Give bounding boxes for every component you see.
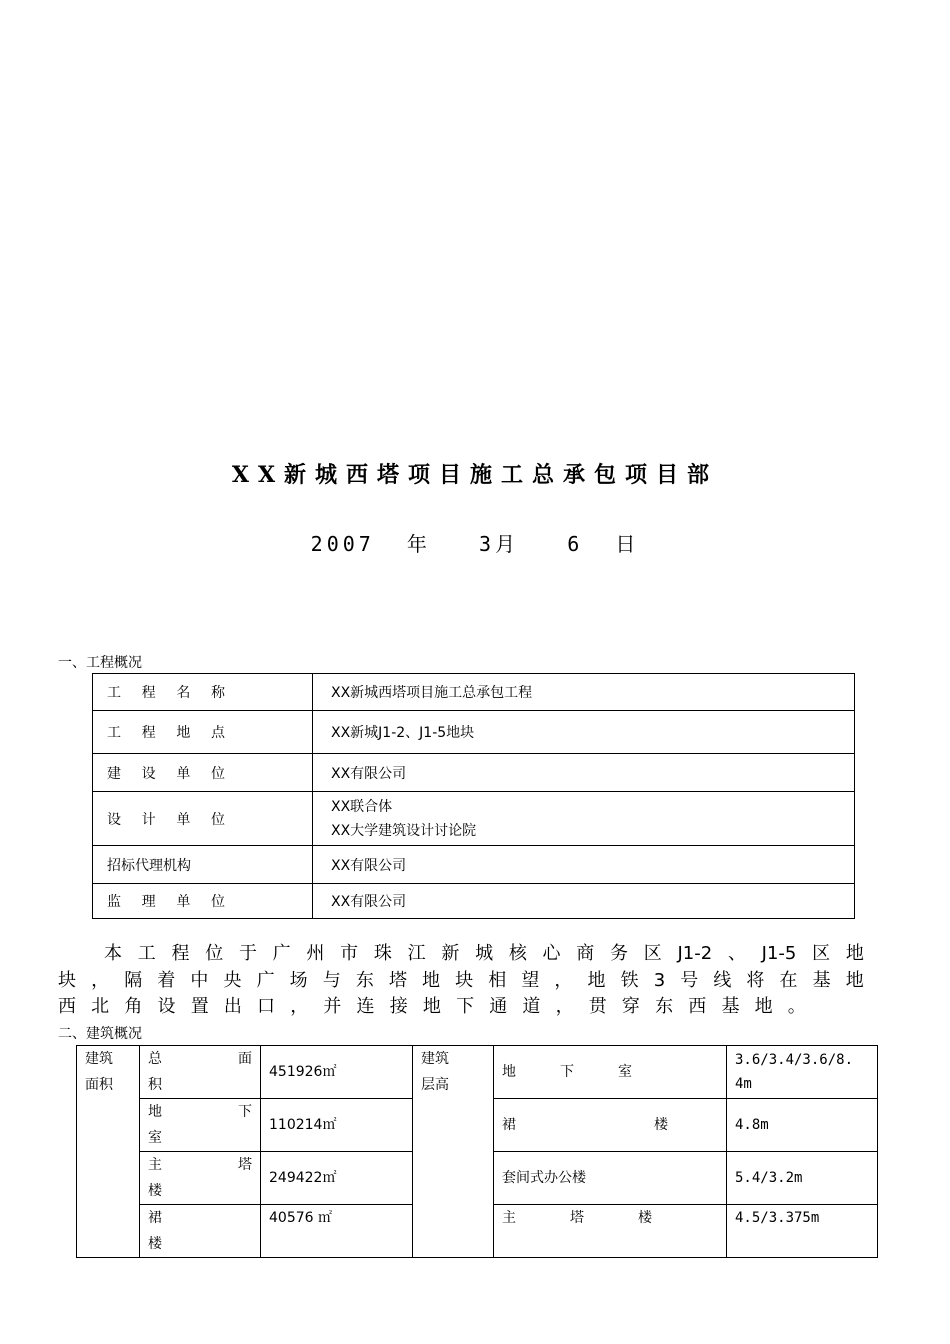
- floor-height: 4.8m: [727, 1099, 878, 1152]
- floor-height: 4.5/3.375m: [727, 1205, 878, 1258]
- area-sub-label: 总 面 积: [140, 1046, 261, 1099]
- row-value: XX有限公司: [313, 846, 855, 884]
- height-label-cell: 建筑 层高: [413, 1046, 494, 1258]
- row-label: 招标代理机构: [93, 846, 313, 884]
- area-sub-label: 主 塔 楼: [140, 1152, 261, 1205]
- table-row: [93, 884, 855, 919]
- area-sub-label: 地 下 室: [140, 1099, 261, 1152]
- paragraph-line: 本 工 程 位 于 广 州 市 珠 江 新 城 核 心 商 务 区 J1-2 、 J1-5 区 地: [104, 943, 864, 964]
- section-heading-building: 二、建筑概况: [58, 1026, 142, 1042]
- table-row: [93, 674, 855, 711]
- area-sub-label: 裙 楼: [140, 1205, 261, 1258]
- floor-type-label: 地 下 室: [502, 1064, 632, 1080]
- paragraph-line: 块 ， 隔 着 中 央 广 场 与 东 塔 地 块 相 望 ， 地 铁 3 号 线 将 在 基 地: [58, 969, 864, 991]
- area-value: 451926㎡: [261, 1046, 413, 1099]
- row-value: XX有限公司: [313, 884, 855, 919]
- row-label: 建 设 单 位: [93, 754, 313, 792]
- document-title: XX新城西塔项目施工总承包项目部: [231, 462, 719, 488]
- table-row: [93, 711, 855, 754]
- paragraph-line: 西 北 角 设 置 出 口 ， 并 连 接 地 下 通 道 ， 贯 穿 东 西 基 地 。: [58, 996, 806, 1017]
- row-label: 工 程 地 点: [93, 711, 313, 754]
- row-label: 工 程 名 称: [93, 674, 313, 711]
- floor-height: 5.4/3.2m: [727, 1152, 878, 1205]
- row-label: 监 理 单 位: [93, 884, 313, 919]
- row-value: XX联合体 XX大学建筑设计讨论院: [313, 792, 855, 846]
- row-value: XX有限公司: [313, 754, 855, 792]
- area-value: 40576 ㎡: [261, 1205, 413, 1258]
- table-row: [93, 754, 855, 792]
- section-heading-overview: 一、工程概况: [58, 655, 142, 671]
- building-overview-table: [76, 1045, 878, 1258]
- floor-type: [494, 1046, 727, 1099]
- area-value: 110214㎡: [261, 1099, 413, 1152]
- table-row: [93, 792, 855, 846]
- floor-height: 3.6/3.4/3.6/8. 4m: [727, 1046, 878, 1099]
- area-value: 249422㎡: [261, 1152, 413, 1205]
- floor-type: [494, 1205, 727, 1258]
- row-value: XX新城J1-2、J1-5地块: [313, 711, 855, 754]
- floor-type-label: 主 塔 楼: [502, 1210, 652, 1226]
- document-date: 2007 年 3月 6 日: [310, 532, 640, 556]
- location-paragraph: [58, 941, 864, 1021]
- floor-type-label: 裙 楼: [502, 1117, 668, 1133]
- floor-type: [494, 1099, 727, 1152]
- floor-type: 套间式办公楼: [494, 1152, 727, 1205]
- project-overview-table: [92, 673, 855, 919]
- row-value: XX新城西塔项目施工总承包工程: [313, 674, 855, 711]
- table-row: [77, 1046, 878, 1099]
- area-label-cell: 建筑 面积: [77, 1046, 140, 1258]
- row-label: 设 计 单 位: [93, 792, 313, 846]
- table-row: [93, 846, 855, 884]
